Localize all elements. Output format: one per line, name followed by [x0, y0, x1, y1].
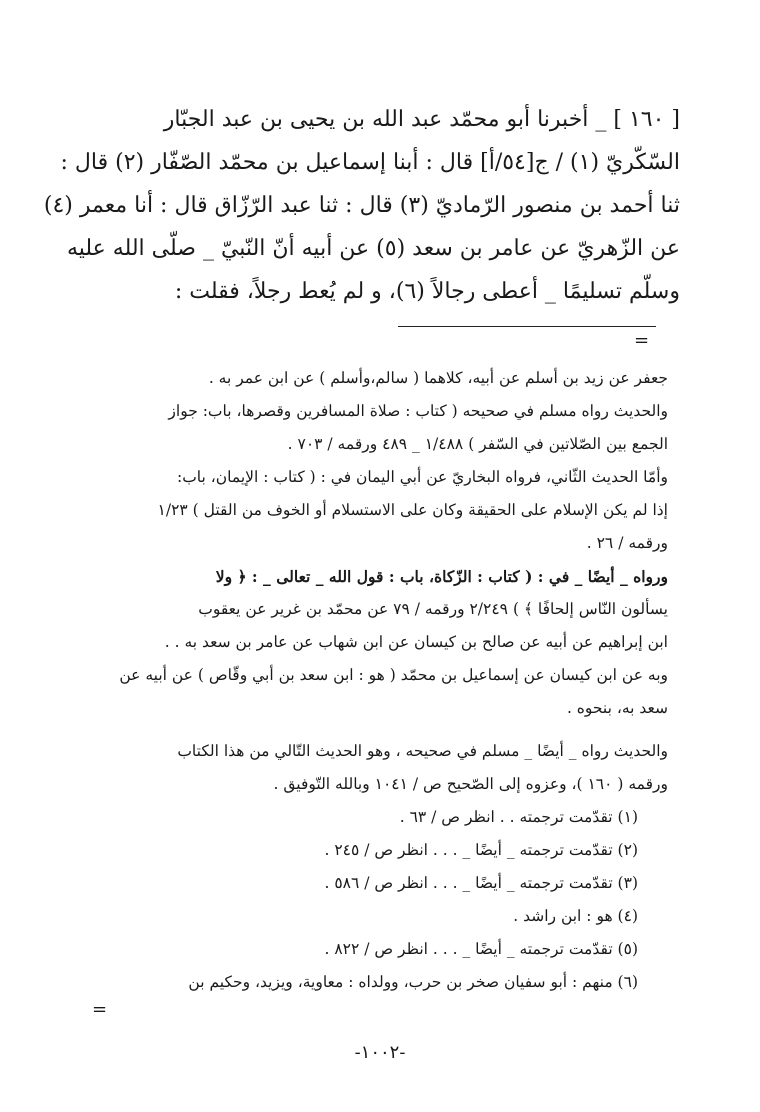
- note-line: جعفر عن زيد بن أسلم عن أبيه، كلاهما ( سالم،وأسلم ) عن ابن عمر به .: [208, 369, 668, 387]
- hadith-line: ثنا أحمد بن منصور الرّماديّ (٣) قال : ثنا عبد الرّزّاق قال : أنا معمر (٤): [43, 193, 680, 218]
- footnotes-section: [80, 362, 668, 999]
- note-line: ورقمه ( ١٦٠ )، وعزوه إلى الصّحيح ص / ١٠٤١ وبالله التّوفيق .: [273, 775, 668, 793]
- note-line: وبه عن ابن كيسان عن إسماعيل بن محمّد ( هو : ابن سعد بن أبي وقّاص ) عن أبيه عن: [119, 666, 668, 684]
- continuation-mark-bottom: =: [92, 999, 108, 1020]
- footnote-2: (٢) تقدّمت ترجمته _ أيضًا _ . . . انظر ص / ٢٤٥ .: [324, 841, 638, 859]
- footnote-4: (٤) هو : ابن راشد .: [513, 907, 638, 925]
- footnote-6: (٦) منهم : أبو سفيان صخر بن حرب، وولداه : معاوية، ويزيد، وحكيم بن: [188, 973, 638, 991]
- note-line: إذا لم يكن الإسلام على الحقيقة وكان على الاستسلام أو الخوف من القتل ) ١/٢٣: [157, 501, 668, 519]
- note-line: سعد به، بنحوه .: [566, 699, 668, 717]
- hadith-line: عن الزّهريّ عن عامر بن سعد (٥) عن أبيه أنّ النّبيّ _ صلّى الله عليه: [66, 236, 680, 261]
- footnote-3: (٣) تقدّمت ترجمته _ أيضًا _ . . . انظر ص / ٥٨٦ .: [324, 874, 638, 892]
- hadith-line: وسلّم تسليمًا _ أعطى رجالاً (٦)، و لم يُعط رجلاً، فقلت :: [174, 279, 680, 304]
- continuation-mark-top: =: [634, 330, 650, 351]
- page-number: -١٠٠٢-: [354, 1042, 406, 1063]
- note-line: ابن إبراهيم عن أبيه عن صالح بن كيسان عن ابن شهاب عن عامر بن سعد به . .: [164, 633, 668, 651]
- footnote-separator: [398, 326, 656, 327]
- note-line: والحديث رواه مسلم في صحيحه ( كتاب : صلاة المسافرين وقصرها، باب: جواز: [168, 402, 668, 420]
- footnote-1: (١) تقدّمت ترجمته . . انظر ص / ٦٣ .: [399, 808, 638, 826]
- footnote-5: (٥) تقدّمت ترجمته _ أيضًا _ . . . انظر ص / ٨٢٢ .: [324, 940, 638, 958]
- hadith-text: [43, 98, 680, 313]
- hadith-line: السّكّريّ (١) / ج[٥٤/أ] قال : أبنا إسماعيل بن محمّد الصّفّار (٢) قال :: [60, 150, 680, 175]
- hadith-line: [ ١٦٠ ] _ أخبرنا أبو محمّد عبد الله بن يحيى بن عبد الجبّار: [163, 107, 680, 132]
- note-line: والحديث رواه _ أيضًا _ مسلم في صحيحه ، وهو الحديث التّالي من هذا الكتاب: [177, 742, 668, 760]
- note-line: ورواه _ أيضًا _ في : ( كتاب : الزّكاة، باب : قول الله _ تعالى _ : ﴿ ولا: [215, 567, 668, 586]
- note-line: يسألون النّاس إلحافًا ﴾ ) ٢/٢٤٩ ورقمه / ٧٩ عن محمّد بن غرير عن يعقوب: [198, 600, 668, 618]
- note-line: الجمع بين الصّلاتين في السّفر ) ١/٤٨٨ _ ٤٨٩ ورقمه / ٧٠٣ .: [287, 435, 668, 453]
- note-line: ورقمه / ٢٦ .: [586, 534, 668, 552]
- note-line: وأمّا الحديث الثّاني، فرواه البخاريّ عن أبي اليمان في : ( كتاب : الإيمان، باب:: [176, 468, 668, 486]
